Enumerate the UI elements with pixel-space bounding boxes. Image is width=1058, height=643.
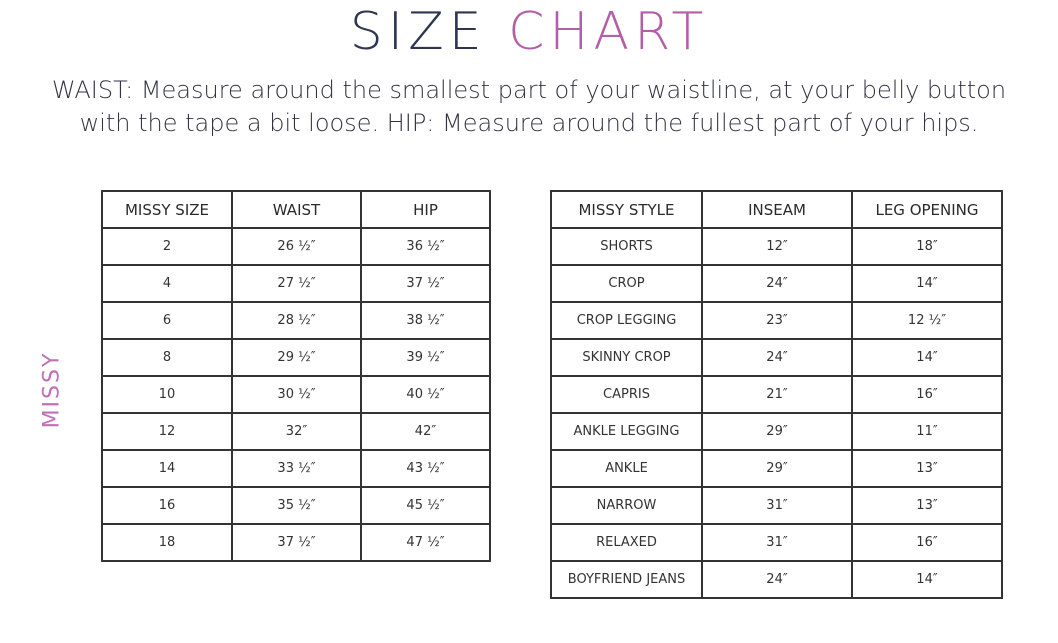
- inseam-cell: 23″: [702, 302, 852, 339]
- size-cell: 4: [102, 265, 232, 302]
- style-cell: CAPRIS: [551, 376, 702, 413]
- waist-cell: 33 ½″: [232, 450, 361, 487]
- hip-cell: 36 ½″: [361, 228, 490, 265]
- hip-cell: 45 ½″: [361, 487, 490, 524]
- waist-cell: 37 ½″: [232, 524, 361, 561]
- inseam-cell: 31″: [702, 524, 852, 561]
- style-cell: SKINNY CROP: [551, 339, 702, 376]
- instructions-line-2: with the tape a bit loose. HIP: Measure around the fullest part of your hips.: [79, 109, 979, 137]
- table-row: [102, 228, 490, 265]
- leg-opening-cell: 14″: [852, 339, 1002, 376]
- inseam-cell: 24″: [702, 339, 852, 376]
- inseam-cell: 24″: [702, 265, 852, 302]
- waist-cell: 32″: [232, 413, 361, 450]
- style-cell: SHORTS: [551, 228, 702, 265]
- waist-cell: 26 ½″: [232, 228, 361, 265]
- size-cell: 16: [102, 487, 232, 524]
- size-cell: 18: [102, 524, 232, 561]
- leg-opening-cell: 16″: [852, 524, 1002, 561]
- leg-opening-cell: 14″: [852, 561, 1002, 598]
- hip-cell: 42″: [361, 413, 490, 450]
- hip-cell: 43 ½″: [361, 450, 490, 487]
- table-row: [102, 376, 490, 413]
- page-title: [0, 4, 1058, 60]
- table-row: [551, 302, 1002, 339]
- hip-cell: 37 ½″: [361, 265, 490, 302]
- size-cell: 6: [102, 302, 232, 339]
- table-row: [551, 265, 1002, 302]
- table-row: [102, 302, 490, 339]
- inseam-cell: 12″: [702, 228, 852, 265]
- size-table-header-row: [102, 191, 490, 228]
- measurement-instructions: [40, 74, 1018, 140]
- style-table: [550, 190, 1003, 599]
- style-table-header-row: [551, 191, 1002, 228]
- table-row: [551, 413, 1002, 450]
- style-cell: ANKLE LEGGING: [551, 413, 702, 450]
- style-cell: ANKLE: [551, 450, 702, 487]
- table-row: [551, 228, 1002, 265]
- title-chart: CHART: [508, 2, 709, 62]
- leg-opening-cell: 16″: [852, 376, 1002, 413]
- waist-cell: 28 ½″: [232, 302, 361, 339]
- table-row: [551, 376, 1002, 413]
- table-row: [102, 265, 490, 302]
- inseam-cell: 29″: [702, 413, 852, 450]
- style-header-missy-style: MISSY STYLE: [551, 191, 702, 228]
- size-header-hip: HIP: [361, 191, 490, 228]
- style-cell: CROP LEGGING: [551, 302, 702, 339]
- size-cell: 10: [102, 376, 232, 413]
- size-cell: 8: [102, 339, 232, 376]
- inseam-cell: 24″: [702, 561, 852, 598]
- inseam-cell: 21″: [702, 376, 852, 413]
- leg-opening-cell: 12 ½″: [852, 302, 1002, 339]
- size-cell: 2: [102, 228, 232, 265]
- table-row: [551, 561, 1002, 598]
- waist-cell: 29 ½″: [232, 339, 361, 376]
- table-row: [102, 413, 490, 450]
- size-header-waist: WAIST: [232, 191, 361, 228]
- hip-cell: 47 ½″: [361, 524, 490, 561]
- leg-opening-cell: 11″: [852, 413, 1002, 450]
- style-cell: CROP: [551, 265, 702, 302]
- table-row: [551, 487, 1002, 524]
- style-header-leg-opening: LEG OPENING: [852, 191, 1002, 228]
- leg-opening-cell: 13″: [852, 487, 1002, 524]
- style-cell: NARROW: [551, 487, 702, 524]
- table-row: [102, 524, 490, 561]
- size-header-missy-size: MISSY SIZE: [102, 191, 232, 228]
- table-row: [551, 339, 1002, 376]
- size-cell: 12: [102, 413, 232, 450]
- hip-cell: 39 ½″: [361, 339, 490, 376]
- table-row: [551, 524, 1002, 561]
- missy-side-label: MISSY: [39, 351, 65, 429]
- waist-cell: 30 ½″: [232, 376, 361, 413]
- table-row: [551, 450, 1002, 487]
- table-row: [102, 487, 490, 524]
- size-cell: 14: [102, 450, 232, 487]
- inseam-cell: 31″: [702, 487, 852, 524]
- style-cell: BOYFRIEND JEANS: [551, 561, 702, 598]
- leg-opening-cell: 13″: [852, 450, 1002, 487]
- style-cell: RELAXED: [551, 524, 702, 561]
- waist-cell: 27 ½″: [232, 265, 361, 302]
- instructions-line-1: WAIST: Measure around the smallest part of your waistline, at your belly button: [51, 76, 1007, 104]
- hip-cell: 40 ½″: [361, 376, 490, 413]
- leg-opening-cell: 14″: [852, 265, 1002, 302]
- leg-opening-cell: 18″: [852, 228, 1002, 265]
- style-header-inseam: INSEAM: [702, 191, 852, 228]
- inseam-cell: 29″: [702, 450, 852, 487]
- size-table: [101, 190, 491, 562]
- table-row: [102, 339, 490, 376]
- waist-cell: 35 ½″: [232, 487, 361, 524]
- hip-cell: 38 ½″: [361, 302, 490, 339]
- table-row: [102, 450, 490, 487]
- title-size: SIZE: [349, 2, 487, 62]
